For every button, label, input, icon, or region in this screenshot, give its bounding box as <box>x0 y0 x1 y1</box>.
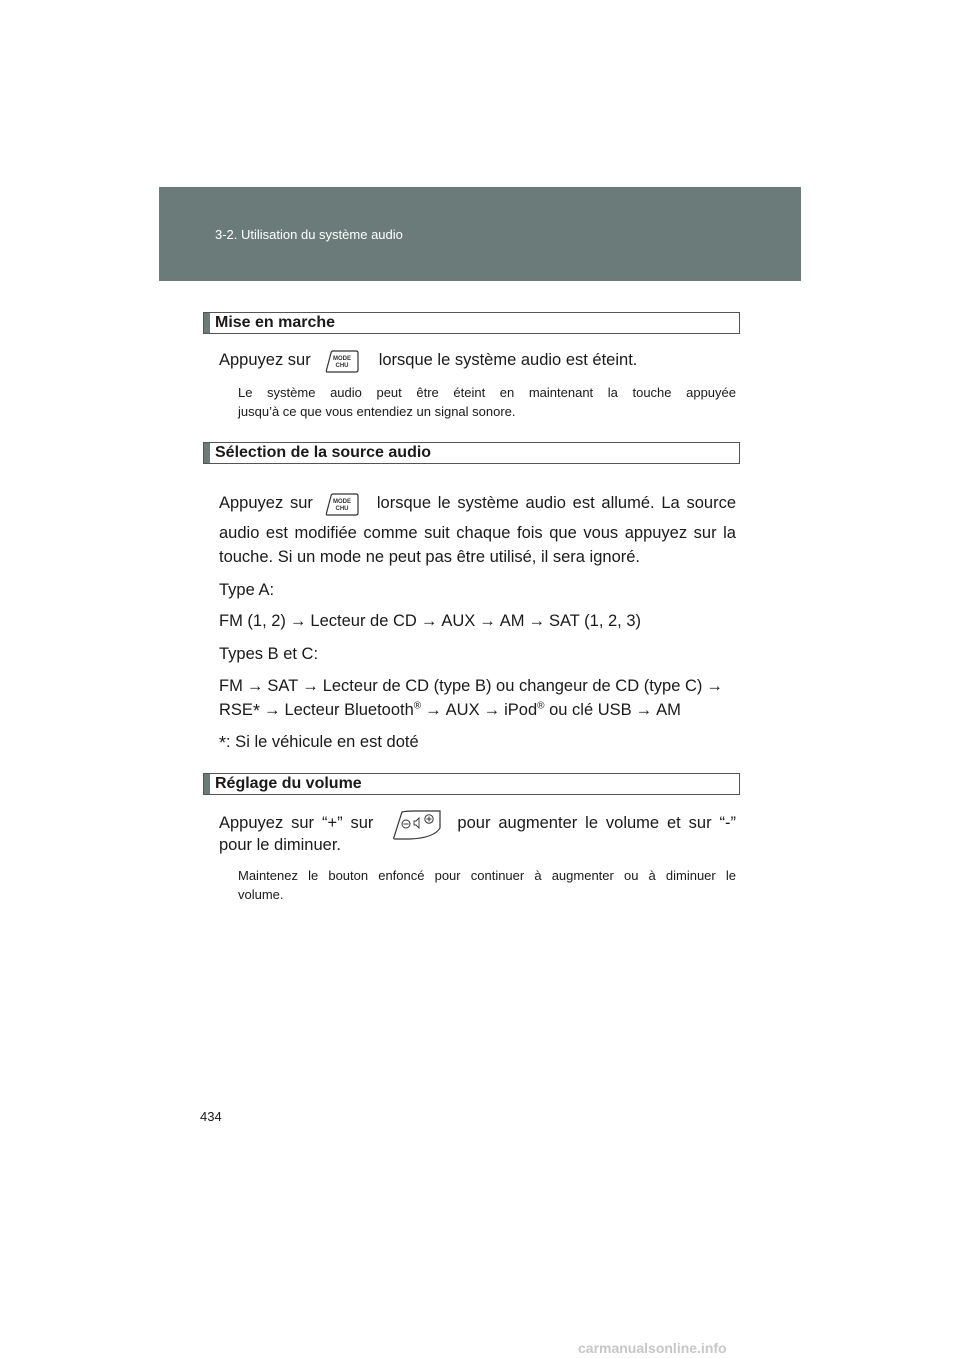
type-a-label: Type A: <box>219 581 275 599</box>
mode-button-icon <box>325 492 359 516</box>
source-item: SAT <box>267 677 299 695</box>
arrow-right-icon: → <box>528 612 545 630</box>
source-line-1 <box>219 490 736 516</box>
type-bc-label: Types B et C: <box>219 645 319 663</box>
section-title-power <box>203 312 740 334</box>
section-title-source <box>203 442 740 464</box>
source-line-2: audio est modifiée comme suit chaque fois que vous appuyez sur la <box>219 524 736 542</box>
registered-mark: ® <box>413 700 422 712</box>
source-item: ou clé USB <box>549 701 632 719</box>
source-item: FM <box>219 677 243 695</box>
source-item: AM <box>656 701 681 719</box>
chapter-title: 3-2. Utilisation du système audio <box>215 227 403 242</box>
chapter-header <box>159 187 801 281</box>
power-note-line: Le système audio peut être éteint en maintenant la touche appuyée <box>238 385 736 400</box>
arrow-right-icon: → <box>483 701 501 719</box>
source-item: AM <box>499 612 525 630</box>
type-bc-sequence-1 <box>219 673 736 699</box>
power-instruction <box>219 347 736 373</box>
volume-text-after: pour augmenter le volume et sur “-” <box>457 814 736 832</box>
power-note-line: jusqu’à ce que vous entendiez un signal sonore. <box>238 404 516 419</box>
source-item: Lecteur de CD (type B) ou changeur de CD (type C) <box>322 677 703 695</box>
arrow-right-icon: → <box>479 612 496 630</box>
source-text-before: Appuyez sur <box>219 494 313 512</box>
source-item: Lecteur Bluetooth <box>284 701 414 719</box>
section-title-text: Réglage du volume <box>215 775 362 792</box>
arrow-right-icon: → <box>289 612 307 630</box>
footnote-star: * <box>219 733 227 753</box>
power-note <box>238 383 736 421</box>
svg-text:MODE: MODE <box>333 356 351 362</box>
section-title-text: Sélection de la source audio <box>215 444 432 461</box>
svg-text:CHU: CHU <box>335 506 349 512</box>
source-text-after: lorsque le système audio est allumé. La source <box>376 494 736 512</box>
svg-text:CHU: CHU <box>335 363 349 369</box>
arrow-right-icon: → <box>302 677 319 695</box>
section-accent <box>204 443 210 463</box>
section-accent <box>204 774 210 794</box>
source-item: Lecteur de CD <box>310 612 417 630</box>
source-item: iPod <box>504 701 538 719</box>
arrow-right-icon: → <box>263 701 281 719</box>
source-item: AUX <box>441 612 476 630</box>
section-title-volume <box>203 773 740 795</box>
page-number: 434 <box>200 1109 222 1124</box>
svg-text:MODE: MODE <box>333 499 351 505</box>
power-text-after: lorsque le système audio est éteint. <box>378 351 638 369</box>
power-text-before: Appuyez sur <box>219 351 311 369</box>
arrow-right-icon: → <box>246 677 264 695</box>
section-title-text: Mise en marche <box>215 314 336 331</box>
registered-mark: ® <box>537 700 545 712</box>
footnote <box>219 729 736 755</box>
footnote-text: : Si le véhicule en est doté <box>226 733 419 751</box>
arrow-right-icon: → <box>425 701 442 719</box>
section-accent <box>204 313 210 333</box>
footnote-star: * <box>252 701 260 721</box>
arrow-right-icon: → <box>706 677 723 695</box>
watermark: carmanualsonline.info <box>578 1340 727 1356</box>
type-bc-sequence-2 <box>219 697 736 723</box>
source-line-3: touche. Si un mode ne peut pas être utilisé, il sera ignoré. <box>219 548 640 566</box>
source-item: RSE <box>219 701 253 719</box>
source-item: SAT (1, 2, 3) <box>549 612 642 630</box>
arrow-right-icon: → <box>635 701 653 719</box>
source-item: AUX <box>445 701 480 719</box>
volume-text-before: Appuyez sur “+” sur <box>219 814 374 832</box>
volume-note-line: volume. <box>238 887 284 902</box>
volume-note-line: Maintenez le bouton enfoncé pour continuer à augmenter ou à diminuer le <box>238 868 736 883</box>
volume-note <box>238 866 736 904</box>
type-a-sequence <box>219 608 736 634</box>
mode-button-icon <box>325 349 359 373</box>
arrow-right-icon: → <box>420 612 438 630</box>
source-item: FM (1, 2) <box>219 612 286 630</box>
volume-line-2: pour le diminuer. <box>219 836 341 854</box>
